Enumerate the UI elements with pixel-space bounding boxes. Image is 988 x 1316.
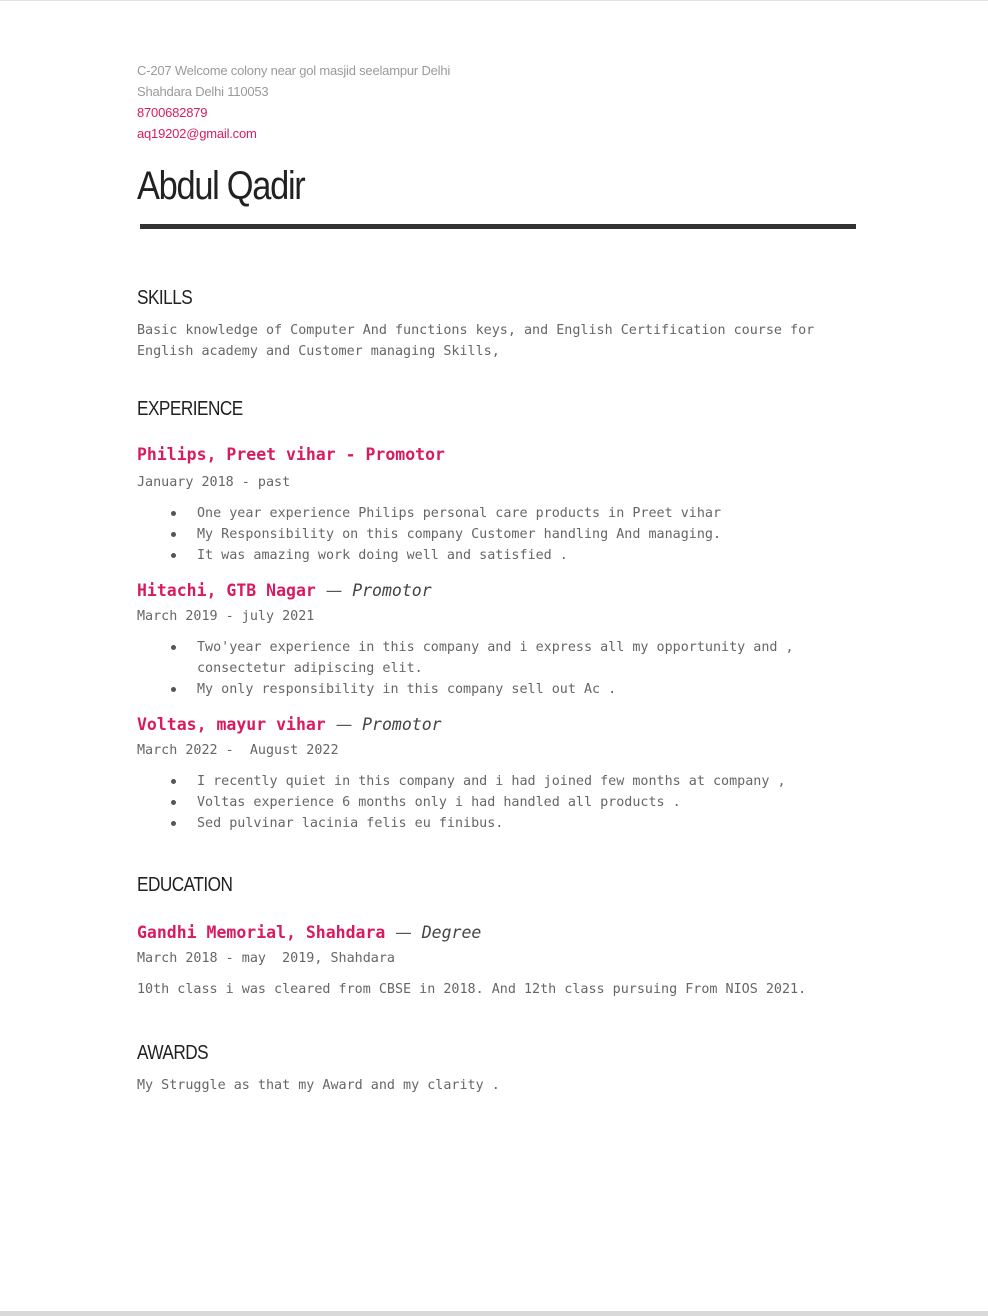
email-address[interactable]: aq19202@gmail.com [137,126,257,141]
job-role: Promotor [352,581,432,600]
job-dates: January 2018 - past [137,475,291,490]
resume-name: Abdul Qadir [137,164,305,208]
education-heading: EDUCATION [137,874,233,896]
bullet-dot [171,821,176,826]
job-separator: — [335,715,353,734]
job-company: Hitachi, GTB Nagar [137,581,316,600]
education-text: 10th class i was cleared from CBSE in 2018. And 12th class pursuing From NIOS 2021. [137,982,807,997]
job-bullets [137,637,857,700]
job-dates: March 2022 - August 2022 [137,743,339,758]
job-entry [137,714,857,834]
name-divider [140,224,856,229]
job-bullet-text: Two'year experience in this company and i express all my opportunity and , consectetur adipiscing elit. [197,640,802,676]
job-bullet [137,813,857,834]
job-bullet [137,679,857,700]
job-bullets [137,771,857,834]
awards-heading: AWARDS [137,1042,209,1064]
job-bullet-text: My only responsibility in this company sell out Ac . [197,682,617,697]
education-school: Gandhi Memorial, Shahdara [137,923,386,942]
job-bullet-text: Voltas experience 6 months only i had handled all products . [197,795,681,810]
bullet-dot [171,687,176,692]
phone-number[interactable]: 8700682879 [137,105,208,120]
job-role: Promotor [365,445,445,464]
job-bullet [137,792,857,813]
job-title [137,580,857,602]
job-separator: - [345,445,356,464]
education-dates: March 2018 - may 2019, Shahdara [137,951,395,966]
job-company: Voltas, mayur vihar [137,715,326,734]
job-title [137,444,857,466]
job-bullet-text: Sed pulvinar lacinia felis eu finibus. [197,816,504,831]
address-line-2: Shahdara Delhi 110053 [137,84,269,99]
job-entry [137,444,857,566]
bullet-dot [171,800,176,805]
bullet-dot [171,532,176,537]
education-degree: Degree [421,923,482,942]
bullet-dot [171,553,176,558]
job-bullet [137,637,857,679]
address-line-1: C-207 Welcome colony near gol masjid seelampur Delhi [137,63,451,78]
job-bullet [137,771,857,792]
education-entry [137,922,857,1000]
job-company: Philips, Preet vihar [137,445,336,464]
job-bullet [137,503,857,524]
job-separator: — [325,581,343,600]
bullet-dot [171,645,176,650]
job-bullet [137,524,857,545]
job-bullet-text: I recently quiet in this company and i had joined few months at company , [197,774,786,789]
job-entry [137,580,857,700]
skills-heading: SKILLS [137,287,193,309]
experience-heading: EXPERIENCE [137,398,243,420]
page-top-edge [0,0,988,1]
education-separator: — [395,923,412,942]
job-bullet-text: One year experience Philips personal care products in Preet vihar [197,506,722,521]
page-bottom-edge [0,1311,988,1316]
job-title [137,714,857,736]
resume-page [137,60,857,1096]
bullet-dot [171,779,176,784]
education-title [137,922,857,944]
awards-text: My Struggle as that my Award and my clarity . [137,1078,500,1093]
job-dates: March 2019 - july 2021 [137,609,315,624]
job-role: Promotor [362,715,442,734]
job-bullet [137,545,857,566]
skills-text: Basic knowledge of Computer And functions keys, and English Certification course for English academy and Customer managing Skills, [137,323,815,359]
job-bullet-text: My Responsibility on this company Customer handling And managing. [197,527,722,542]
job-bullet-text: It was amazing work doing well and satisfied . [197,548,568,563]
job-bullets [137,503,857,566]
contact-block [137,60,857,144]
bullet-dot [171,511,176,516]
